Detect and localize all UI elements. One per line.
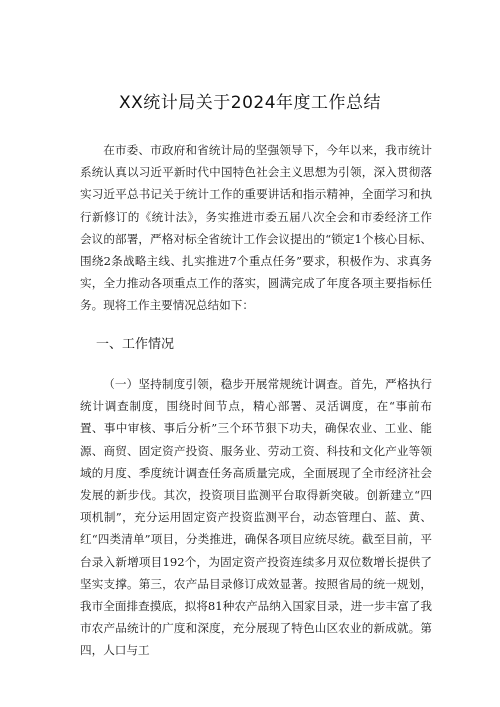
section-paragraph: （一）坚持制度引领，稳步开展常规统计调查。首先，严格执行统计调查制度，围绕时间节点，精心部署、灵活调度，在“事前布置、事中审核、事后分析”三个环节狠下功夫，确保农业、工业、能源、商贸、固定资产投资、服务业、劳动工资、科技和文化产业等领域的月度、季度统计调查任务高质量完成，全面展现了全市经济社会发展的新步伐。其次，投资项目监测平台取得新突破。创新建立“四项机制”，充分运用固定资产投资监测平台，动态管理白、蓝、黄、红“四类清单”项目，分类推进，确保各项目应统尽统。截至目前，平台录入新增项目192个，为固定资产投资连续多月双位数增长提供了坚实支撑。第三，农产品目录修订成效显著。按照省局的统一规划，我市全面排查摸底，拟将81种农产品纳入国家目录，进一步丰富了我市农产品统计的广度和深度，充分展现了特色山区农业的新成就。第四，人口与工 xyxy=(80,377,432,658)
intro-paragraph: 在市委、市政府和省统计局的坚强领导下，今年以来，我市统计系统认真以习近平新时代中国特色社会主义思想为引领，深入贯彻落实习近平总书记关于统计工作的重要讲话和指示精神，全面学习和执行新修订的《统计法》，务实推进市委五届八次全会和市委经济工作会议的部署，严格对标全省统计工作会议提出的“锁定1个核心目标、围绕2条战略主线、扎实推进7个重点任务”要求，积极作为、求真务实，全力推动各项重点工作的落实，圆满完成了年度各项主要指标任务。现将工作主要情况总结如下： xyxy=(80,143,432,313)
section-heading: 一、工作情况 xyxy=(96,337,175,352)
document-title: XX统计局关于2024年度工作总结 xyxy=(118,93,382,113)
